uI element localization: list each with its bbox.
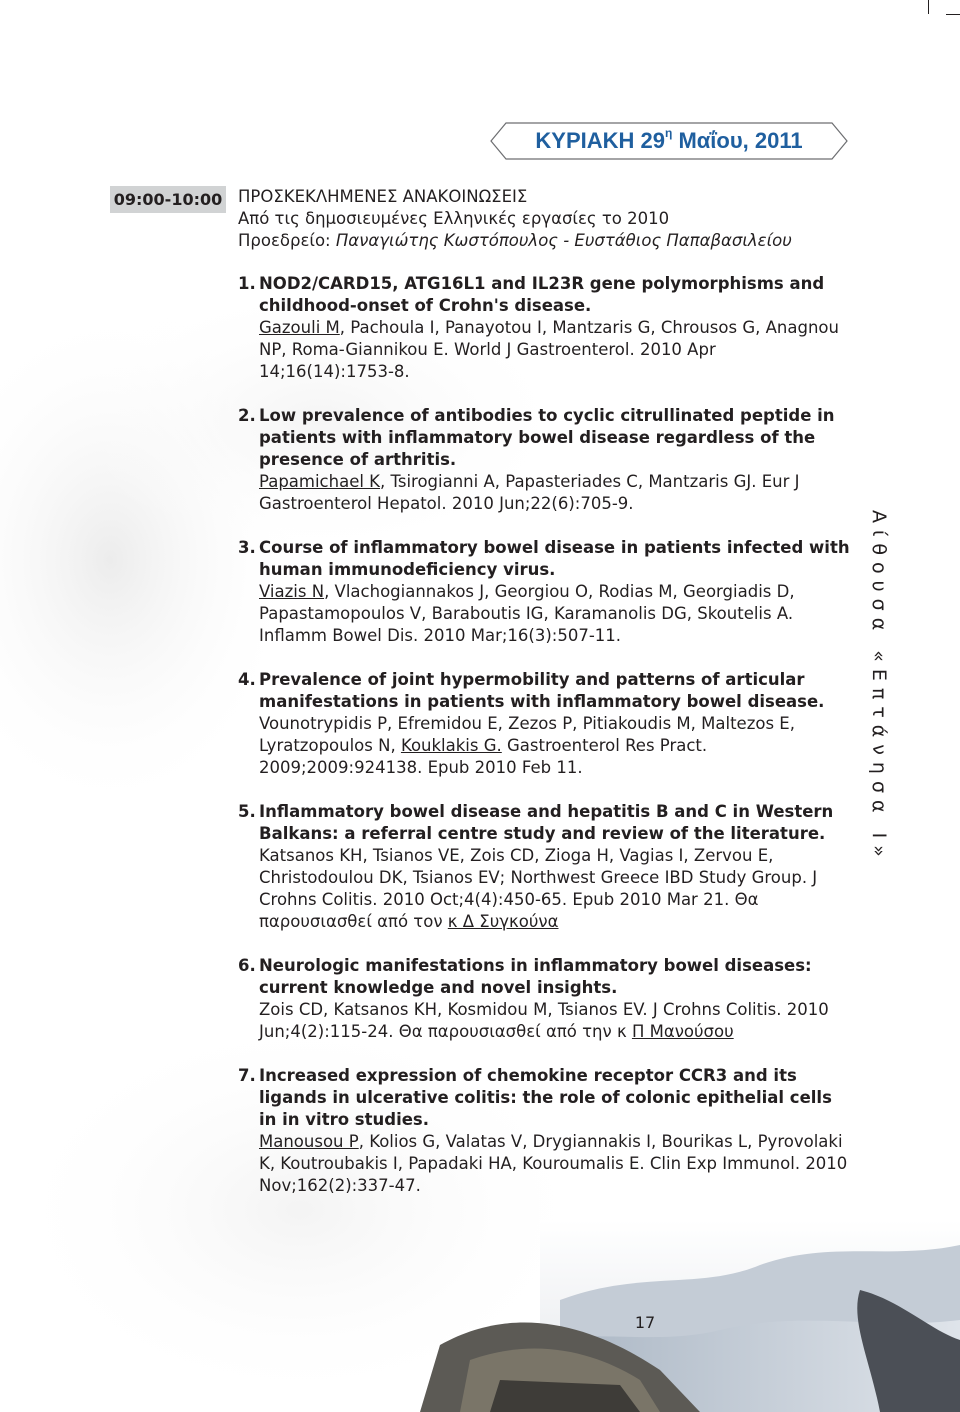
presenter-name: κ Δ Συγκούνα xyxy=(447,912,559,931)
list-item xyxy=(238,801,850,933)
list-item xyxy=(238,405,850,515)
presenting-author: Manousou P xyxy=(259,1132,359,1151)
item-number: 3. xyxy=(238,538,256,557)
item-title: Prevalence of joint hypermobility and patterns of articular manifestations in patients with inflammatory bowel disease. xyxy=(259,670,825,711)
list-item xyxy=(238,955,850,1043)
crop-mark xyxy=(946,14,960,15)
item-authors: Manousou P, Kolios G, Valatas V, Drygiannakis I, Bourikas L, Pyrovolaki K, Koutroubakis I, Papadaki HA, Kouroumalis E. Clin Exp Immunol. 2010 Nov;162(2):337-47. xyxy=(259,1132,848,1195)
list-item xyxy=(238,1065,850,1197)
item-authors: Katsanos KH, Tsianos VE, Zois CD, Zioga H, Vagias I, Zervou E, Christodoulou DK, Tsianos EV; Northwest Greece IBD Study Group. J Crohns Colitis. 2010 Oct;4(4):450-65. Epub 2010 Mar 21. Θα παρουσιασθεί από τον κ Δ Συγκούνα xyxy=(259,846,818,931)
list-item xyxy=(238,669,850,779)
session-chairs xyxy=(238,230,858,252)
room-label-vertical: Αίθουσα «Επτάνησα Ι» xyxy=(868,510,890,864)
presenter-note: Θα παρουσιασθεί από την κ xyxy=(393,1022,632,1041)
banner-date: ΚΥΡΙΑΚΗ $29^\eta$ Μαΐου, 2011 xyxy=(535,126,803,153)
item-title: Increased expression of chemokine receptor CCR3 and its ligands in ulcerative colitis: the role of colonic epithelial cells in in vitro studies. xyxy=(259,1066,832,1129)
item-number: 1. xyxy=(238,274,256,293)
chairs-label: Προεδρείο: xyxy=(238,231,336,250)
item-authors: Zois CD, Katsanos KH, Kosmidou M, Tsianos EV. J Crohns Colitis. 2010 Jun;4(2):115-24. Θα παρουσιασθεί από την κ Π Μανούσου xyxy=(259,1000,829,1041)
item-number: 6. xyxy=(238,956,256,975)
item-authors: Gazouli M, Pachoula I, Panayotou I, Mantzaris G, Chrousos G, Anagnou NP, Roma-Giannikou E. World J Gastroenterol. 2010 Apr 14;16(14):1753-8. xyxy=(259,318,839,381)
item-title: Inflammatory bowel disease and hepatitis B and C in Western Balkans: a referral centre study and review of the literature. xyxy=(259,802,834,843)
chairs-names: Παναγιώτης Κωστόπουλος - Ευστάθιος Παπαβασιλείου xyxy=(335,231,792,250)
session-time: 09:00-10:00 xyxy=(110,186,226,213)
page-number: 17 xyxy=(634,1313,656,1332)
presenter-name: Π Μανούσου xyxy=(631,1022,734,1041)
list-item xyxy=(238,537,850,647)
session-header xyxy=(238,186,858,252)
item-authors: Papamichael K, Tsirogianni A, Papasteriades C, Mantzaris GJ. Eur J Gastroenterol Hepatol. 2010 Jun;22(6):705-9. xyxy=(259,472,800,513)
item-number: 4. xyxy=(238,670,256,689)
item-number: 5. xyxy=(238,802,256,821)
item-title: Neurologic manifestations in inflammatory bowel diseases: current knowledge and novel insights. xyxy=(259,956,812,997)
date-banner xyxy=(490,122,848,160)
session-subtitle: Από τις δημοσιευμένες Ελληνικές εργασίες το 2010 xyxy=(238,209,670,228)
item-authors: Vounotrypidis P, Efremidou E, Zezos P, Pitiakoudis M, Maltezos E, Lyratzopoulos N, Kouklakis G. Gastroenterol Res Pract. 2009;2009:924138. Epub 2010 Feb 11. xyxy=(259,714,795,777)
item-number: 7. xyxy=(238,1066,256,1085)
publication-list xyxy=(238,273,850,1219)
item-title: NOD2/CARD15, ATG16L1 and IL23R gene polymorphisms and childhood-onset of Crohn's disease. xyxy=(259,274,825,315)
presenting-author: Papamichael K xyxy=(259,472,381,491)
crop-mark xyxy=(928,0,929,14)
item-number: 2. xyxy=(238,406,256,425)
presenting-author: Kouklakis G. xyxy=(400,736,502,755)
item-title: Low prevalence of antibodies to cyclic citrullinated peptide in patients with inflammatory bowel disease regardless of the presence of arthritis. xyxy=(259,406,835,469)
presenting-author: Gazouli M xyxy=(259,318,340,337)
presenting-author: Viazis N xyxy=(259,582,325,601)
session-title: ΠΡΟΣΚΕΚΛΗΜΕΝΕΣ ΑΝΑΚΟΙΝΩΣΕΙΣ xyxy=(238,187,528,206)
item-authors: Viazis N, Vlachogiannakos J, Georgiou O, Rodias M, Georgiadis D, Papastamopoulos V, Baraboutis IG, Karamanolis DG, Skoutelis A. Inflamm Bowel Dis. 2010 Mar;16(3):507-11. xyxy=(259,582,795,645)
item-title: Course of inflammatory bowel disease in patients infected with human immunodeficiency virus. xyxy=(259,538,850,579)
presenter-note: Θα παρουσιασθεί από τον xyxy=(259,890,759,931)
list-item xyxy=(238,273,850,383)
